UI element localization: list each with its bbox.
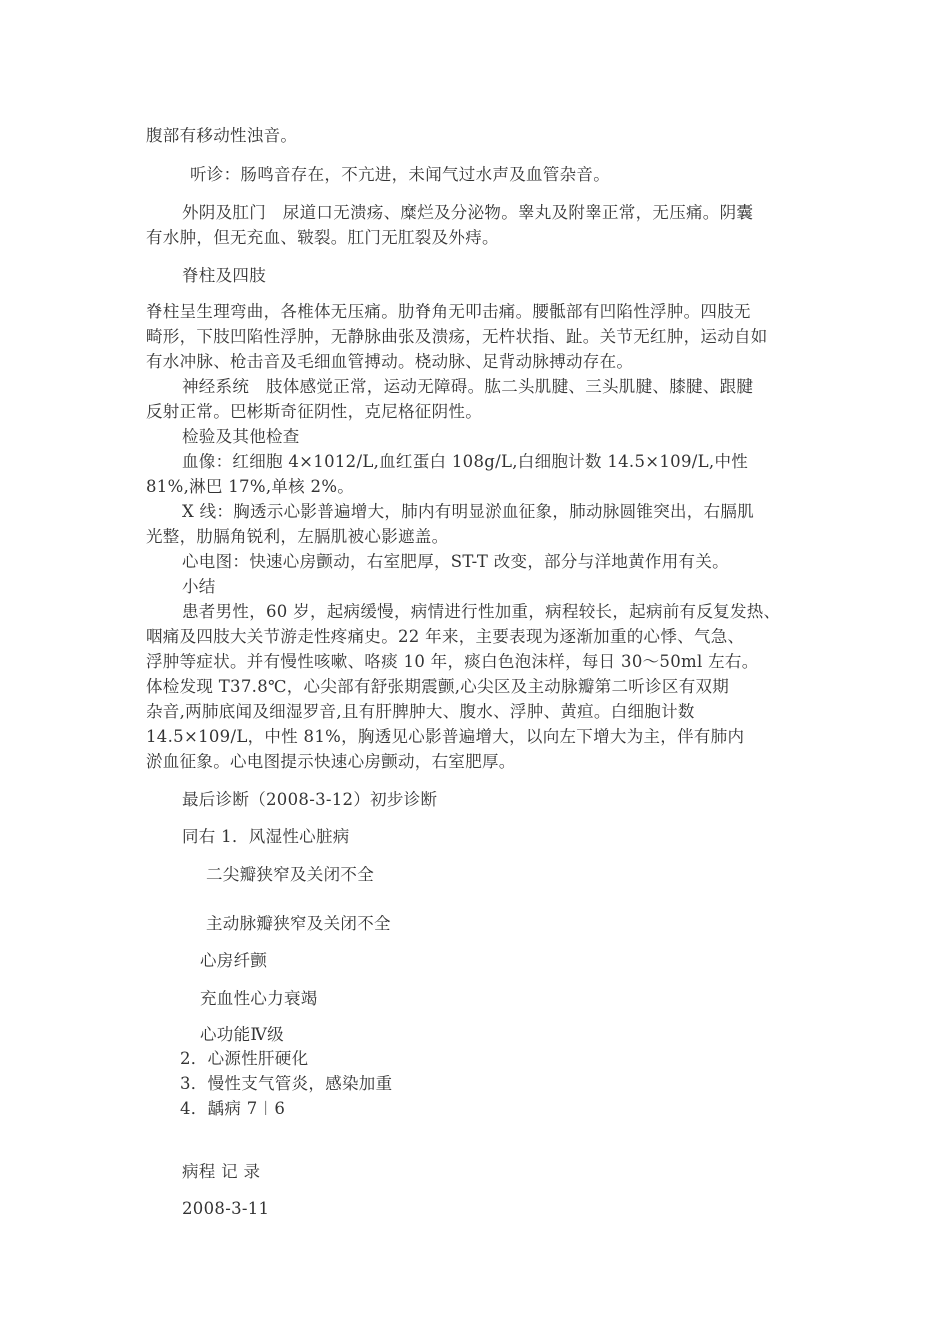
text-line: 81%,淋巴 17%,单核 2%。 — [146, 477, 355, 496]
section-heading: 检验及其他检查 — [182, 427, 300, 446]
text-line: 脊柱呈生理弯曲，各椎体无压痛。肋脊角无叩击痛。腰骶部有凹陷性浮肿。四肢无 — [146, 302, 751, 321]
text-line: 光整，肋膈角锐利，左膈肌被心影遮盖。 — [146, 527, 449, 546]
section-heading: 小结 — [182, 577, 216, 596]
text-line: 反射正常。巴彬斯奇征阴性，克尼格征阴性。 — [146, 402, 482, 421]
diagnosis-subitem: 心功能Ⅳ级 — [200, 1025, 284, 1044]
text-line: 腹部有移动性浊音。 — [146, 126, 298, 145]
text-line: 患者男性，60 岁，起病缓慢，病情进行性加重，病程较长，起病前有反复发热、 — [182, 602, 781, 621]
section-heading: 脊柱及四肢 — [182, 266, 266, 285]
text-line: X 线：胸透示心影普遍增大，肺内有明显淤血征象，肺动脉圆锥突出，右膈肌 — [182, 502, 754, 521]
text-line: 咽痛及四肢大关节游走性疼痛史。22 年来，主要表现为逐渐加重的心悸、气急、 — [146, 627, 745, 646]
text-line: 杂音,两肺底闻及细湿罗音,且有肝脾肿大、腹水、浮肿、黄疸。白细胞计数 — [146, 702, 695, 721]
text-line: 神经系统 肢体感觉正常，运动无障碍。肱二头肌腱、三头肌腱、膝腱、跟腱 — [182, 377, 754, 396]
text-line: 有水冲脉、枪击音及毛细血管搏动。桡动脉、足背动脉搏动存在。 — [146, 352, 634, 371]
diagnosis-heading: 最后诊断（2008-3-12）初步诊断 — [182, 790, 438, 809]
text-line: 畸形，下肢凹陷性浮肿，无静脉曲张及溃疡，无杵状指、趾。关节无红肿，运动自如 — [146, 327, 768, 346]
text-line: 淤血征象。心电图提示快速心房颤动，右室肥厚。 — [146, 752, 516, 771]
text-line: 有水肿，但无充血、皲裂。肛门无肛裂及外痔。 — [146, 228, 499, 247]
diagnosis-item: 同右 1．风湿性心脏病 — [182, 827, 350, 846]
diagnosis-subitem: 充血性心力衰竭 — [200, 989, 318, 1008]
text-line: 外阴及肛门 尿道口无溃疡、糜烂及分泌物。睾丸及附睾正常，无压痛。阴囊 — [182, 203, 754, 222]
text-line: 心电图：快速心房颤动，右室肥厚，ST-T 改变，部分与洋地黄作用有关。 — [182, 552, 729, 571]
diagnosis-item: 4．龋病 7︱6 — [180, 1099, 286, 1118]
record-date: 2008-3-11 — [182, 1199, 270, 1218]
course-record-heading: 病程 记 录 — [182, 1162, 261, 1181]
text-line: 体检发现 T37.8℃，心尖部有舒张期震颤,心尖区及主动脉瓣第二听诊区有双期 — [146, 677, 730, 696]
diagnosis-subitem: 二尖瓣狭窄及关闭不全 — [206, 865, 374, 884]
diagnosis-subitem: 心房纤颤 — [200, 951, 268, 970]
diagnosis-subitem: 主动脉瓣狭窄及关闭不全 — [206, 914, 391, 933]
text-line: 血像：红细胞 4×1012/L,血红蛋白 108g/L,白细胞计数 14.5×109/L,中性 — [182, 452, 749, 471]
text-line: 听诊：肠鸣音存在，不亢进，未闻气过水声及血管杂音。 — [190, 165, 610, 184]
diagnosis-item: 3．慢性支气管炎，感染加重 — [180, 1074, 393, 1093]
diagnosis-item: 2．心源性肝硬化 — [180, 1049, 309, 1068]
text-line: 浮肿等症状。并有慢性咳嗽、咯痰 10 年，痰白色泡沫样，每日 30～50ml 左右。 — [146, 652, 759, 671]
text-line: 14.5×109/L，中性 81%，胸透见心影普遍增大，以向左下增大为主，伴有肺内 — [146, 727, 745, 746]
